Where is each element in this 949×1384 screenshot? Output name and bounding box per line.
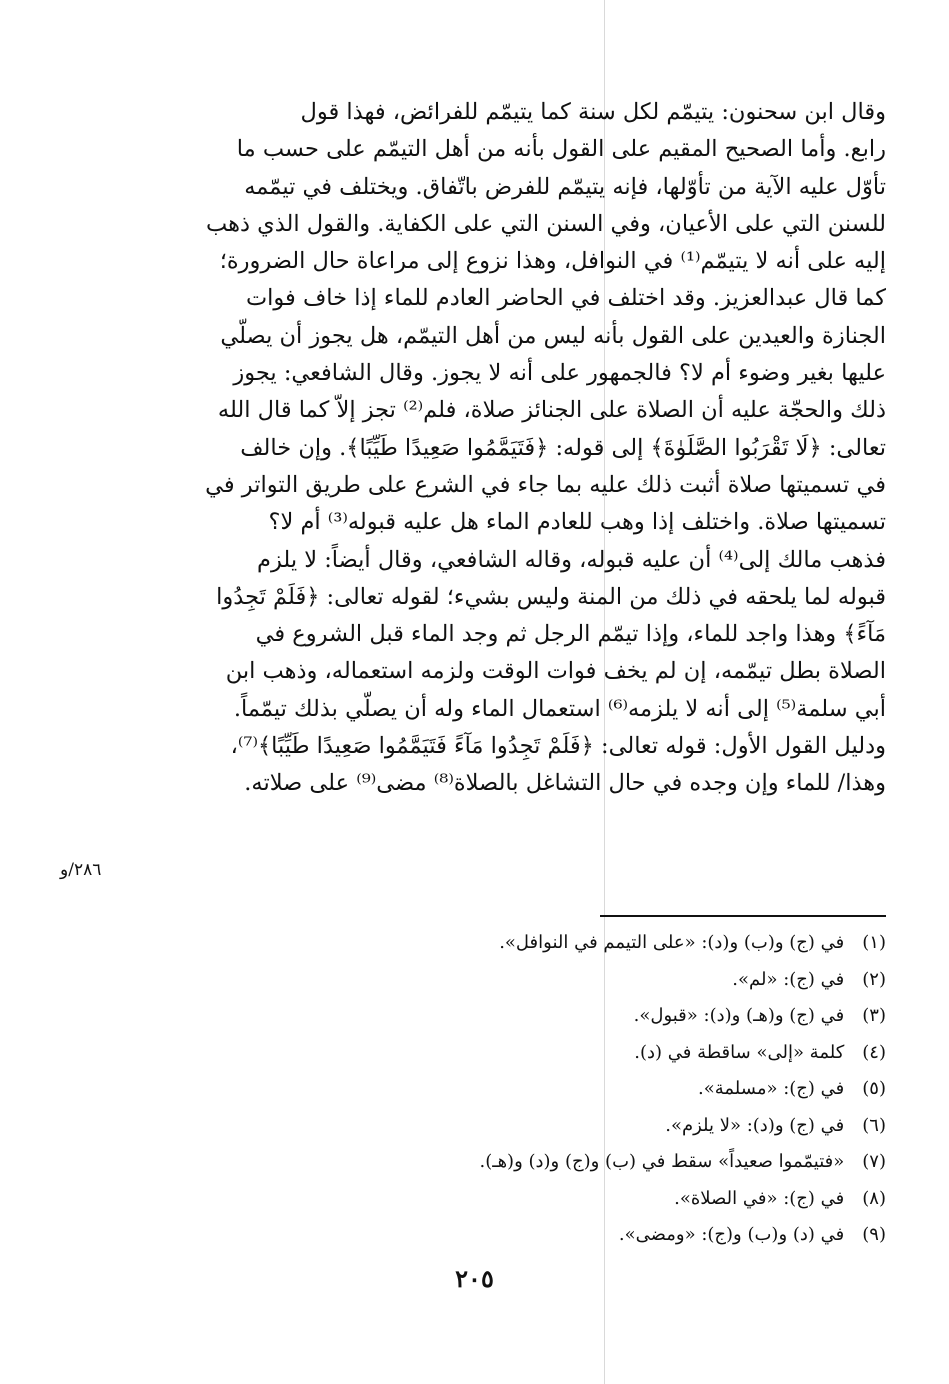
text-line: عليها بغير وضوء أم لا؟ فالجمهور على أنه لا يجوز. وقال الشافعي: يجوز: [233, 360, 886, 387]
text-line: مَآءً﴾ وهذا واجد للماء، وإذا تيمّم الرجل ثم وجد الماء قبل الشروع في: [255, 621, 886, 648]
footnote-number: (٨): [862, 1187, 886, 1209]
footnote: [136, 1035, 886, 1072]
text-line: للسنن التي على الأعيان، وفي السنن التي على الكفاية. والقول الذي ذهب: [205, 210, 886, 237]
footnote: [136, 925, 886, 962]
text-line: إليه على أنه لا يتيمّم⁽¹⁾ في النوافل، وهذا نزوع إلى مراعاة حال الضرورة؛: [219, 248, 886, 275]
text-line: في تسميتها صلاة أثبت ذلك عليه بما جاء في الشرع على طريق التواتر في: [205, 471, 886, 498]
footnote: [136, 962, 886, 999]
footnote-separator: [600, 915, 886, 917]
text-line: رابع. وأما الصحيح المقيم على القول بأنه من أهل التيمّم على حسب ما: [236, 136, 886, 163]
text-line: تأوّل عليه الآية من تأوّلها، فإنه يتيمّم للفرض باتّفاق. ويختلف في تيمّمه: [244, 173, 886, 200]
footnote: [136, 1071, 886, 1108]
footnote-number: (٢): [862, 968, 886, 990]
footnote-text: في (ج): «في الصلاة».: [674, 1187, 845, 1209]
footnote-text: كلمة «إلى» ساقطة في (د).: [634, 1041, 845, 1063]
footnote-text: في (ج) و(د): «لا يلزم».: [665, 1114, 845, 1136]
footnote-number: (٧): [862, 1151, 886, 1172]
footnote-text: في (ج) و(هـ) و(د): «قبول».: [633, 1005, 845, 1026]
footnote-number: (٤): [862, 1041, 886, 1063]
text-line: أبي سلمة⁽⁵⁾ إلى أنه لا يلزمه⁽⁶⁾ استعمال الماء وله أن يصلّي بذلك تيمّماً.: [233, 695, 886, 722]
main-text: [136, 94, 886, 803]
footnote-text: في (ج): «لم».: [732, 968, 845, 990]
footnote-text: في (د) و(ب) و(ج): «ومضى».: [618, 1224, 845, 1245]
footnote-text: في (ج) و(ب) و(د): «على التيمم في النوافل».: [499, 932, 845, 953]
footnote-text: في (ج): «مسلمة».: [698, 1078, 845, 1099]
page-number: ٢٠٥: [455, 1264, 494, 1293]
footnote: [136, 1108, 886, 1145]
footnote-number: (١): [862, 932, 886, 953]
footnote: [136, 1181, 886, 1218]
text-line: وقال ابن سحنون: يتيمّم لكل سنة كما يتيمّم للفرائض، فهذا قول: [300, 99, 886, 125]
footnote-number: (٩): [862, 1224, 886, 1245]
manuscript-folio-note: ٢٨٦/و: [60, 860, 102, 880]
footnote: [136, 998, 886, 1035]
text-line: تسميتها صلاة. واختلف إذا وهب للعادم الماء هل عليه قبوله⁽³⁾ أم لا؟: [268, 509, 886, 536]
footnote-number: (٣): [862, 1005, 886, 1026]
footnote: [136, 1144, 886, 1181]
footnote-number: (٦): [862, 1114, 886, 1136]
footnote-number: (٥): [862, 1078, 886, 1099]
text-line: كما قال عبدالعزيز. وقد اختلف في الحاضر العادم للماء إذا خاف فوات: [245, 285, 886, 312]
text-line: فذهب مالك إلى⁽⁴⁾ أن عليه قبوله، وقاله الشافعي، وقال أيضاً: لا يلزم: [257, 546, 886, 573]
text-line: وهذا/ للماء وإن وجده في حال التشاغل بالصلاة⁽⁸⁾ مضى⁽⁹⁾ على صلاته.: [244, 770, 886, 797]
text-line: الصلاة بطل تيمّمه، إن لم يخف فوات الوقت ولزمه استعماله، وذهب ابن: [225, 658, 886, 685]
text-line: ذلك والحجّة عليه أن الصلاة على الجنائز صلاة، فلم⁽²⁾ تجز إلاّ كما قال الله: [217, 397, 886, 424]
footnotes: [136, 925, 886, 1254]
footnote-text: «فتيمّموا صعيداً» سقط في (ب) و(ج) و(د) و(هـ).: [479, 1151, 845, 1172]
text-line: الجنازة والعيدين على القول بأنه ليس من أهل التيمّم، هل يجوز أن يصلّي: [220, 322, 886, 349]
footnote: [136, 1217, 886, 1254]
text-line: قبوله لما يلحقه في ذلك من المنة وليس بشيء؛ لقوله تعالى: ﴿فَلَمْ تَجِدُوا: [216, 583, 886, 610]
text-line: تعالى: ﴿لَا تَقْرَبُوا الصَّلَوٰةَ﴾ إلى قوله: ﴿فَتَيَمَّمُوا صَعِيدًا طَيِّبًا﴾. وإن خالف: [240, 434, 886, 461]
text-line: ودليل القول الأول: قوله تعالى: ﴿فَلَمْ تَجِدُوا مَآءً فَتَيَمَّمُوا صَعِيدًا طَيِّبًا﴾⁽⁷⁾،: [230, 733, 886, 760]
